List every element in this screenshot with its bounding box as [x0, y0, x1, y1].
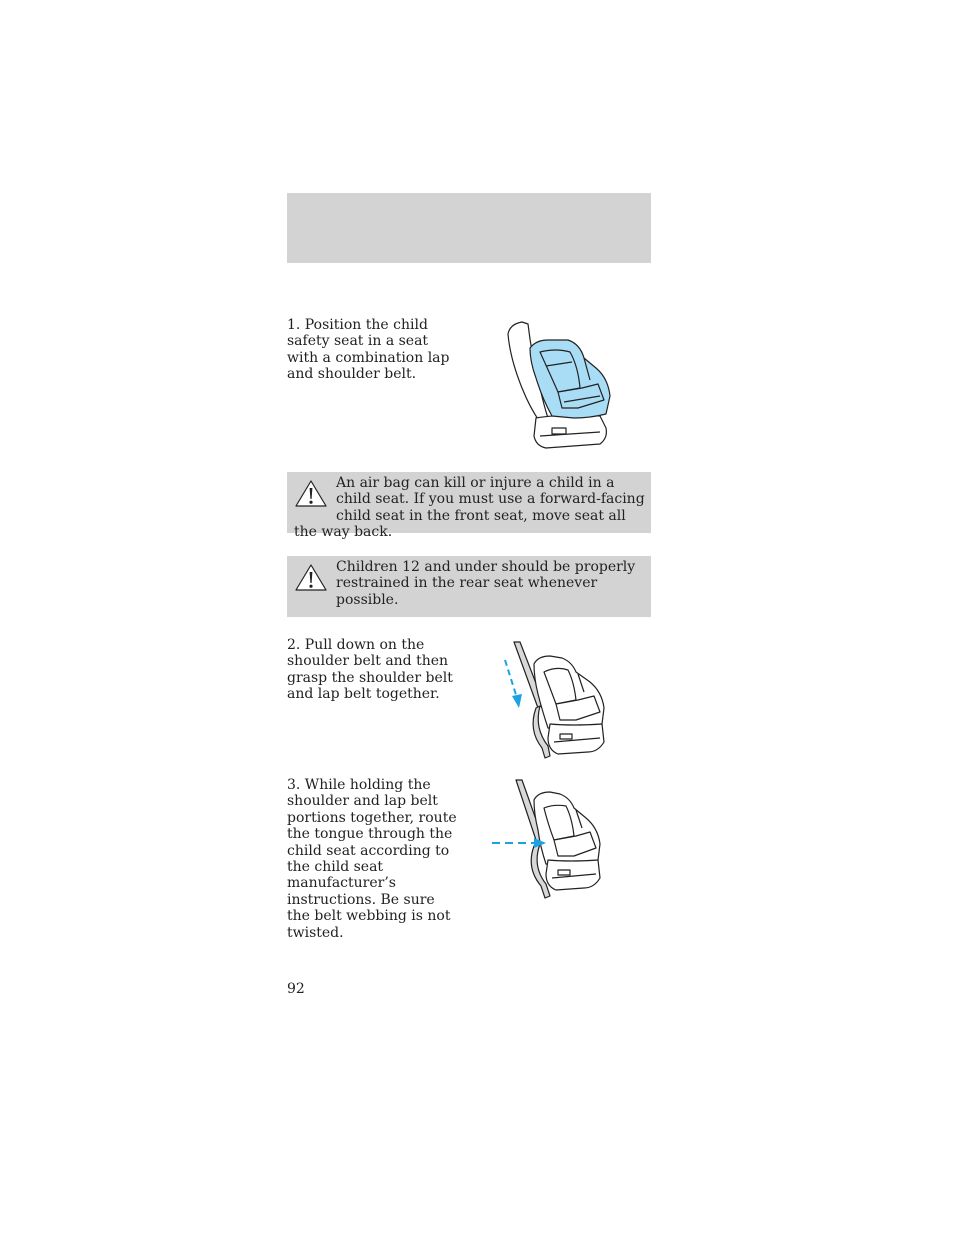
child-seat-illustration-1: [500, 318, 620, 454]
step-2-text: 2. Pull down on the shoulder belt and then grasp the shoulder belt and lap belt together.: [287, 637, 453, 703]
warning-box-rear-seat: [287, 556, 651, 617]
warning-text-rear-seat: Children 12 and under should be properly restrained in the rear seat whenever possible.: [336, 559, 636, 608]
step-3-text: 3. While holding the shoulder and lap belt portions together, route the tongue through the child seat according to the child seat manufacturer’s instructions. Be sure the belt webbing is not twisted.: [287, 777, 457, 941]
section-header-band: [287, 193, 651, 263]
warning-box-airbag: [287, 472, 651, 541]
child-seat-illustration-3: [488, 778, 612, 904]
child-seat-illustration-2: [498, 638, 618, 762]
page-number: 92: [287, 981, 305, 997]
step-1-text: 1. Position the child safety seat in a seat with a combination lap and shoulder belt.: [287, 317, 450, 383]
warning-text-airbag: An air bag can kill or injure a child in a child seat. If you must use a forward-facing child seat in the front seat, move seat all the way back.: [294, 475, 645, 541]
warning-triangle-icon: [294, 479, 328, 509]
warning-triangle-icon: [294, 563, 328, 593]
